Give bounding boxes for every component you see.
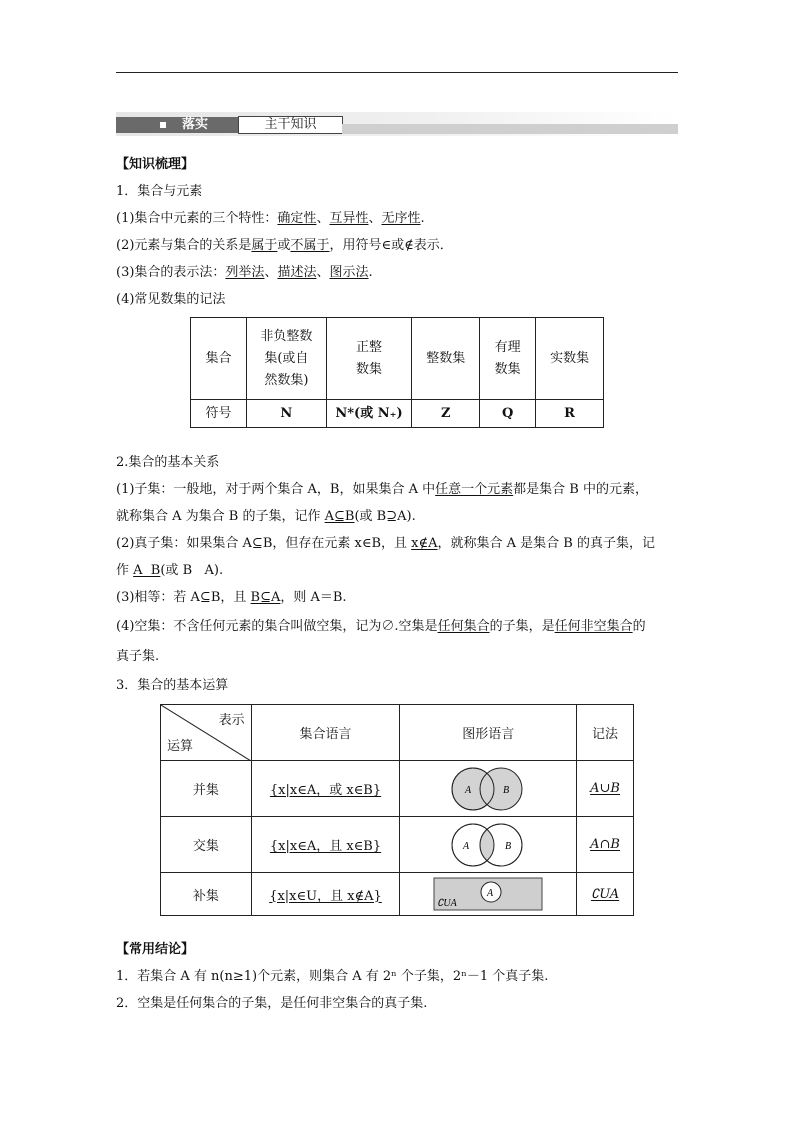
banner-stripe <box>342 124 678 134</box>
empty-set-line-1: (4)空集：不含任何元素的集合叫做空集，记为∅.空集是任何集合的子集，是任何非空集合的 <box>116 619 646 634</box>
banner-square-icon <box>160 122 166 128</box>
top-rule <box>116 72 678 73</box>
venn-label-a: A <box>463 840 470 852</box>
complement-diagram <box>433 876 543 912</box>
venn-complement-label: ∁UA <box>437 898 457 909</box>
banner-dark-block <box>116 117 238 133</box>
op-name-cell: 并集 <box>161 761 252 817</box>
conclusion-2: 2．空集是任何集合的子集，是任何非空集合的真子集. <box>116 996 428 1011</box>
banner-label: 主干知识 <box>238 116 343 134</box>
empty-set-line-2: 真子集. <box>116 649 160 664</box>
header-cell: 集合语言 <box>251 705 400 761</box>
table-cell: Q <box>480 400 536 428</box>
table-cell: 整数集 <box>412 318 480 400</box>
corner-top-label: 表示 <box>218 713 245 728</box>
venn-label-b: B <box>503 784 510 796</box>
subset-line-2: 就称集合 A 为集合 B 的子集，记作 A⊆B(或 B⊇A). <box>116 509 416 524</box>
conclusion-1: 1．若集合 A 有 n(n≥1)个元素，则集合 A 有 2ⁿ 个子集，2ⁿ－1 个真子集. <box>116 969 549 984</box>
op-name-cell: 交集 <box>161 817 252 873</box>
op-lang-cell: {x|x∈A，或 x∈B} <box>251 761 400 817</box>
header-cell: 图形语言 <box>400 705 577 761</box>
proper-subset-line-2: 作 A B(或 B A). <box>116 563 224 578</box>
intersection-venn-diagram <box>433 821 543 869</box>
membership-line: (2)元素与集合的关系是属于或不属于，用符号∈或∉表示． <box>116 238 453 253</box>
set-element-title: 1．集合与元素 <box>116 184 203 199</box>
header-cell: 记法 <box>577 705 634 761</box>
venn-label-b: B <box>505 840 512 852</box>
union-venn-diagram <box>433 765 543 813</box>
table-cell: 符号 <box>191 400 247 428</box>
table-cell: 集合 <box>191 318 247 400</box>
table-cell: 正整 数集 <box>326 318 412 400</box>
number-set-title: (4)常见数集的记法 <box>116 292 226 307</box>
conclusions-heading: 【常用结论】 <box>116 942 195 957</box>
union-diagram-cell <box>400 761 577 817</box>
op-notation-cell: A∩B <box>577 817 634 873</box>
corner-bottom-label: 运算 <box>167 739 194 754</box>
operations-title: 3．集合的基本运算 <box>116 678 229 693</box>
set-properties-line: (1)集合中元素的三个特性：确定性、互异性、无序性. <box>116 211 425 226</box>
op-lang-cell: {x|x∈A，且 x∈B} <box>251 817 400 873</box>
op-notation-cell: ∁UA <box>577 873 634 916</box>
relations-title: 2.集合的基本关系 <box>116 455 220 470</box>
table-cell: 非负整数 集(或自 然数集) <box>247 318 327 400</box>
table-cell: N*(或 N₊) <box>326 400 412 428</box>
number-set-table <box>190 317 604 428</box>
op-name-cell: 补集 <box>161 873 252 916</box>
table-cell: 实数集 <box>536 318 604 400</box>
table-cell: N <box>247 400 327 428</box>
subset-line-1: (1)子集：一般地，对于两个集合 A，B，如果集合 A 中任意一个元素都是集合 B 中的元素， <box>116 482 648 497</box>
equality-line: (3)相等：若 A⊆B，且 B⊆A，则 A＝B. <box>116 590 347 605</box>
complement-diagram-cell <box>400 873 577 916</box>
representation-line: (3)集合的表示法：列举法、描述法、图示法. <box>116 265 373 280</box>
op-lang-cell: {x|x∈U，且 x∉A} <box>251 873 400 916</box>
knowledge-heading: 【知识梳理】 <box>116 157 195 172</box>
venn-label-a: A <box>487 888 494 899</box>
proper-subset-line-1: (2)真子集：如果集合 A⊆B，但存在元素 x∈B，且 x∉A，就称集合 A 是集合 B 的真子集，记 <box>116 536 655 551</box>
table-cell: 有理 数集 <box>480 318 536 400</box>
table-cell: R <box>536 400 604 428</box>
venn-label-a: A <box>465 784 472 796</box>
operations-table <box>160 704 634 916</box>
banner-tag: 落实 <box>182 117 209 132</box>
table-cell: Z <box>412 400 480 428</box>
intersection-diagram-cell <box>400 817 577 873</box>
op-notation-cell: A∪B <box>577 761 634 817</box>
corner-cell <box>161 705 252 761</box>
